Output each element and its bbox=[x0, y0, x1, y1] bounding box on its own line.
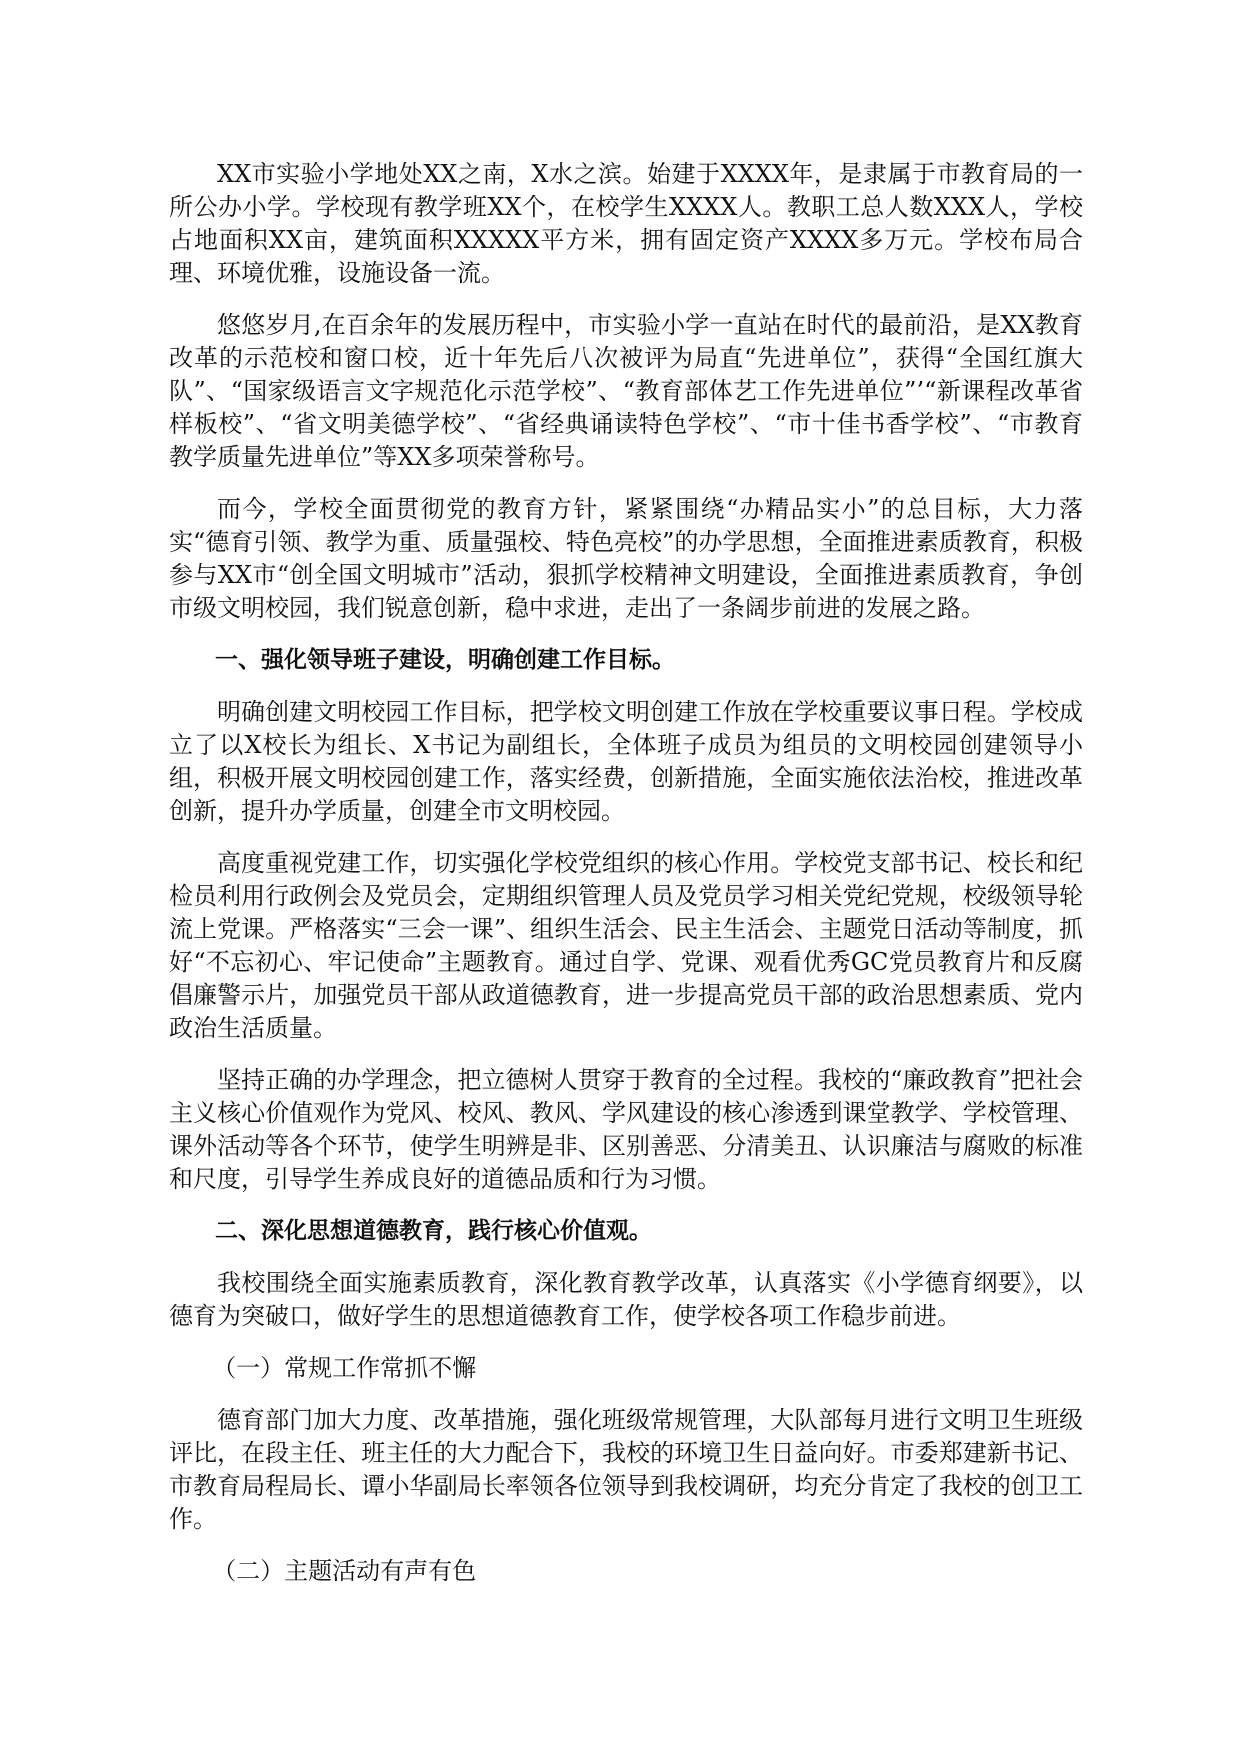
section-1-paragraph-2: 高度重视党建工作，切实强化学校党组织的核心作用。学校党支部书记、校长和纪检员利用行政例会及党员会，定期组织管理人员及党员学习相关党纪党规，校级领导轮流上党课。严格落实“三会一课”、组织生活会、民主生活会、主题党日活动等制度，抓好“不忘初心、牢记使命”主题教育。通过自学、党课、观看优秀GC党员教育片和反腐倡廉警示片，加强党员干部从政道德教育，进一步提高党员干部的政治思想素质、党内政治生活质量。 bbox=[169, 849, 1083, 1042]
section-1-paragraph-3: 坚持正确的办学理念，把立德树人贯穿于教育的全过程。我校的“廉政教育”把社会主义核心价值观作为党风、校风、教风、学风建设的核心渗透到课堂教学、学校管理、课外活动等各个环节，使学生明辨是非、区别善恶、分清美丑、认识廉洁与腐败的标准和尺度，引导学生养成良好的道德品质和行为习惯。 bbox=[169, 1066, 1083, 1193]
section-2-heading: 二、深化思想道德教育，践行核心价值观。 bbox=[215, 1218, 652, 1244]
section-1-heading: 一、强化领导班子建设，明确创建工作目标。 bbox=[215, 647, 675, 673]
subsection-1-heading: （一）常规工作常抓不懈 bbox=[212, 1354, 477, 1382]
intro-paragraph-1: XX市实验小学地处XX之南，X水之滨。始建于XXXX年，是隶属于市教育局的一所公办小学。学校现有教学班XX个，在校学生XXXX人。教职工总人数XXX人，学校占地面积XX亩，建筑面积XXXXX平方米，拥有固定资产XXXX多万元。学校布局合理、环境优雅，设施设备一流。 bbox=[169, 160, 1083, 287]
subsection-2-heading: （二）主题活动有声有色 bbox=[212, 1557, 477, 1585]
document-page bbox=[169, 158, 1083, 1607]
subsection-1-paragraph: 德育部门加大力度、改革措施，强化班级常规管理，大队部每月进行文明卫生班级评比，在段主任、班主任的大力配合下，我校的环境卫生日益向好。市委郑建新书记、市教育局程局长、谭小华副局长率领各位领导到我校调研，均充分肯定了我校的创卫工作。 bbox=[169, 1406, 1083, 1533]
intro-paragraph-3: 而今，学校全面贯彻党的教育方针，紧紧围绕“办精品实小”的总目标，大力落实“德育引领、教学为重、质量强校、特色亮校”的办学思想，全面推进素质教育，积极参与XX市“创全国文明城市”活动，狠抓学校精神文明建设，全面推进素质教育，争创市级文明校园，我们锐意创新，稳中求进，走出了一条阔步前进的发展之路。 bbox=[169, 495, 1083, 622]
section-1-paragraph-1: 明确创建文明校园工作目标，把学校文明创建工作放在学校重要议事日程。学校成立了以X校长为组长、X书记为副组长，全体班子成员为组员的文明校园创建领导小组，积极开展文明校园创建工作，落实经费，创新措施，全面实施依法治校，推进改革创新，提升办学质量，创建全市文明校园。 bbox=[169, 698, 1083, 825]
intro-paragraph-2: 悠悠岁月,在百余年的发展历程中，市实验小学一直站在时代的最前沿，是XX教育改革的示范校和窗口校，近十年先后八次被评为局直“先进单位”，获得“全国红旗大队”、“国家级语言文字规范化示范学校”、“教育部体艺工作先进单位”’“新课程改革省样板校”、“省文明美德学校”、“省经典诵读特色学校”、“市十佳书香学校”、“市教育教学质量先进单位”等XX多项荣誉称号。 bbox=[169, 311, 1083, 471]
section-2-paragraph: 我校围绕全面实施素质教育，深化教育教学改革，认真落实《小学德育纲要》，以德育为突破口，做好学生的思想道德教育工作，使学校各项工作稳步前进。 bbox=[169, 1269, 1083, 1330]
